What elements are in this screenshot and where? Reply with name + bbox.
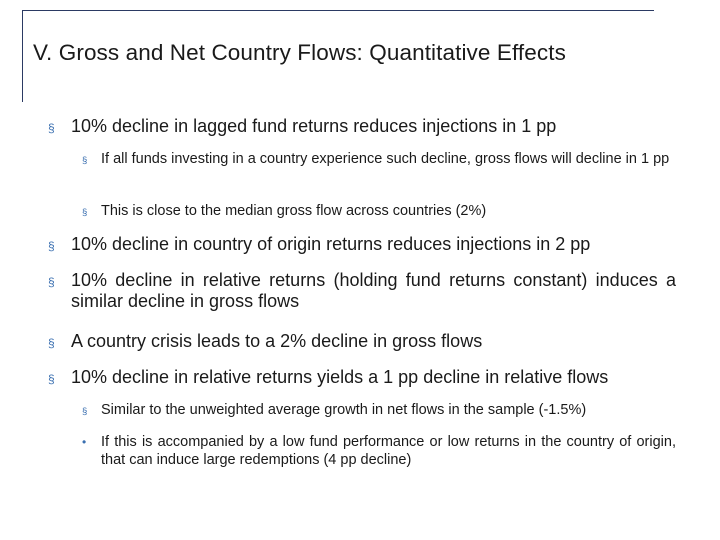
sub-bullet-text: If all funds investing in a country experience such decline, gross flows will decline in 1 pp: [101, 151, 670, 167]
sub-bullet-text: This is close to the median gross flow across countries (2%): [101, 203, 487, 219]
sub-bullet-text: If this is accompanied by a low fund performance or low returns in the country of origin, that can induce large redemptions (4 pp decline): [101, 434, 676, 468]
title-frame-left-rule: [22, 10, 23, 102]
bullet-marker-icon: §: [48, 372, 55, 386]
bullet-text: A country crisis leads to a 2% decline in gross flows: [71, 331, 483, 351]
bullet-text: 10% decline in lagged fund returns reduces injections in 1 pp: [71, 116, 557, 136]
sub-bullet-item: [82, 202, 676, 222]
slide-title: V. Gross and Net Country Flows: Quantitative Effects: [33, 40, 566, 65]
bullet-text: 10% decline in country of origin returns reduces injections in 2 pp: [71, 234, 591, 254]
bullet-text: 10% decline in relative returns (holding fund returns constant) induces a similar decline in gross flows: [71, 270, 676, 311]
title-frame-top-rule: [22, 10, 654, 11]
sub-bullet-item: [82, 401, 676, 421]
bullet-item: [48, 367, 676, 390]
bullet-marker-icon: §: [48, 275, 55, 289]
bullet-text: 10% decline in relative returns yields a 1 pp decline in relative flows: [71, 367, 609, 387]
bullet-marker-icon: §: [48, 121, 55, 135]
sub-bullet-marker-icon: §: [82, 155, 88, 166]
sub-bullet-dot-icon: •: [82, 435, 87, 449]
sub-bullet-marker-icon: §: [82, 207, 88, 218]
sub-bullet-item: [82, 433, 676, 469]
sub-bullet-item: [82, 150, 676, 170]
sub-bullet-text: Similar to the unweighted average growth in net flows in the sample (-1.5%): [101, 402, 587, 418]
sub-bullet-marker-icon: §: [82, 406, 88, 417]
bullet-item: [48, 270, 676, 312]
bullet-item: [48, 116, 676, 139]
bullet-item: [48, 331, 676, 354]
bullet-marker-icon: §: [48, 336, 55, 350]
bullet-marker-icon: §: [48, 239, 55, 253]
bullet-item: [48, 234, 676, 257]
